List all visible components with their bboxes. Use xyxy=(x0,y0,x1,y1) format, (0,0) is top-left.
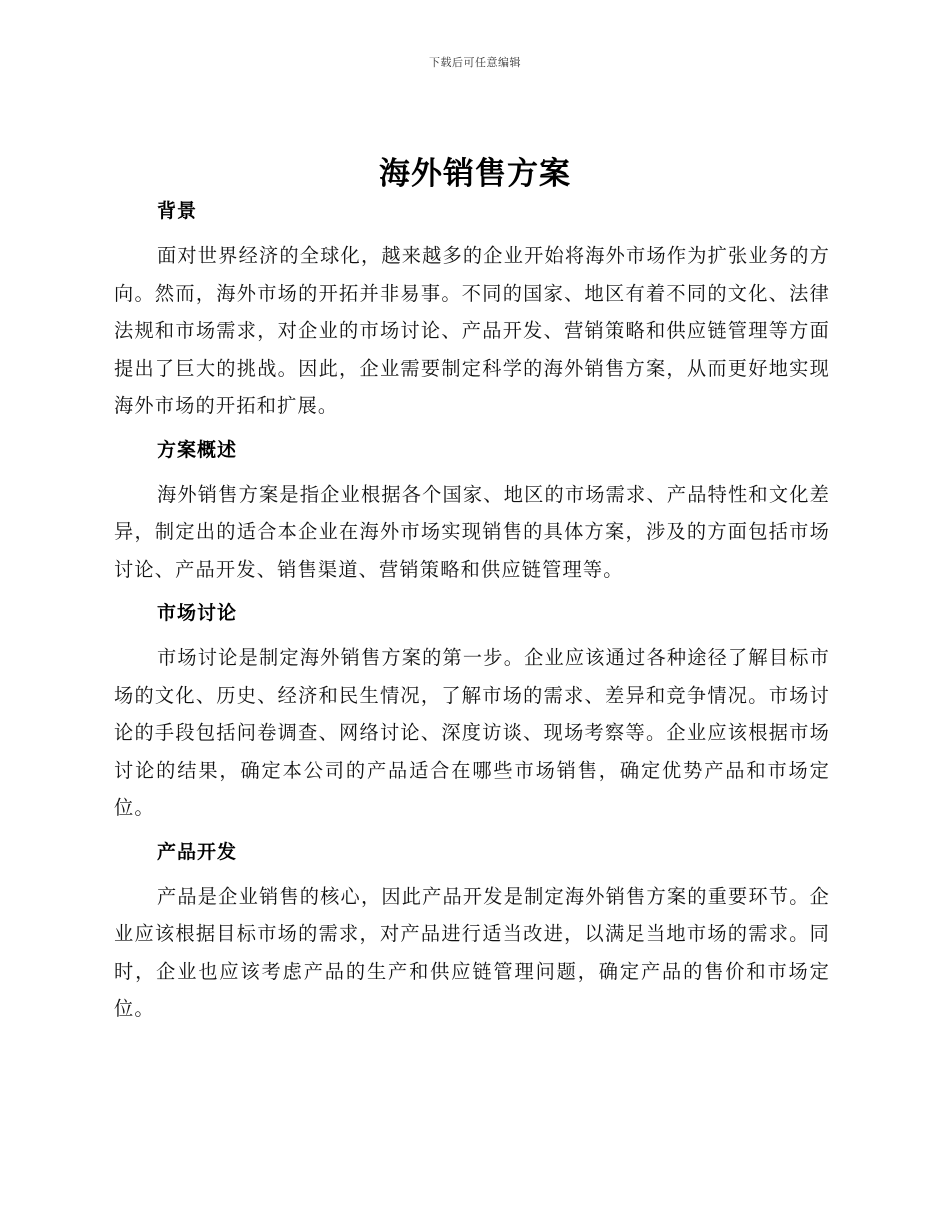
header-note: 下载后可任意编辑 xyxy=(429,56,521,69)
section-paragraph-market-discussion: 市场讨论是制定海外销售方案的第一步。企业应该通过各种途径了解目标市场的文化、历史、经济和民生情况，了解市场的需求、差异和竞争情况。市场讨论的手段包括问卷调查、网络讨论、深度访谈、现场考察等。企业应该根据市场讨论的结果，确定本公司的产品适合在哪些市场销售，确定优势产品和市场定位。 xyxy=(114,646,830,819)
section-market-discussion xyxy=(114,596,830,827)
section-heading-overview: 方案概述 xyxy=(157,438,238,461)
section-heading-background: 背景 xyxy=(157,200,198,222)
section-heading-market-discussion: 市场讨论 xyxy=(157,602,238,624)
section-overview xyxy=(114,433,830,589)
section-heading-product-development: 产品开发 xyxy=(157,840,238,863)
section-paragraph-overview: 海外销售方案是指企业根据各个国家、地区的市场需求、产品特性和文化差异，制定出的适合本企业在海外市场实现销售的具体方案，涉及的方面包括市场讨论、产品开发、销售渠道、营销策略和供应链管理等。 xyxy=(114,482,830,581)
section-paragraph-background: 面对世界经济的全球化，越来越多的企业开始将海外市场作为扩张业务的方向。然而，海外市场的开拓并非易事。不同的国家、地区有着不同的文化、法律法规和市场需求，对企业的市场讨论、产品开发、营销策略和供应链管理等方面提出了巨大的挑战。因此，企业需要制定科学的海外销售方案，从而更好地实现海外市场的开拓和扩展。 xyxy=(114,244,830,417)
section-background xyxy=(114,194,830,425)
section-paragraph-product-development: 产品是企业销售的核心，因此产品开发是制定海外销售方案的重要环节。企业应该根据目标市场的需求，对产品进行适当改进，以满足当地市场的需求。同时，企业也应该考虑产品的生产和供应链管理问题，确定产品的售价和市场定位。 xyxy=(114,884,830,1020)
document-body xyxy=(114,194,830,1034)
section-product-development xyxy=(114,835,830,1028)
document-title: 海外销售方案 xyxy=(379,156,571,192)
